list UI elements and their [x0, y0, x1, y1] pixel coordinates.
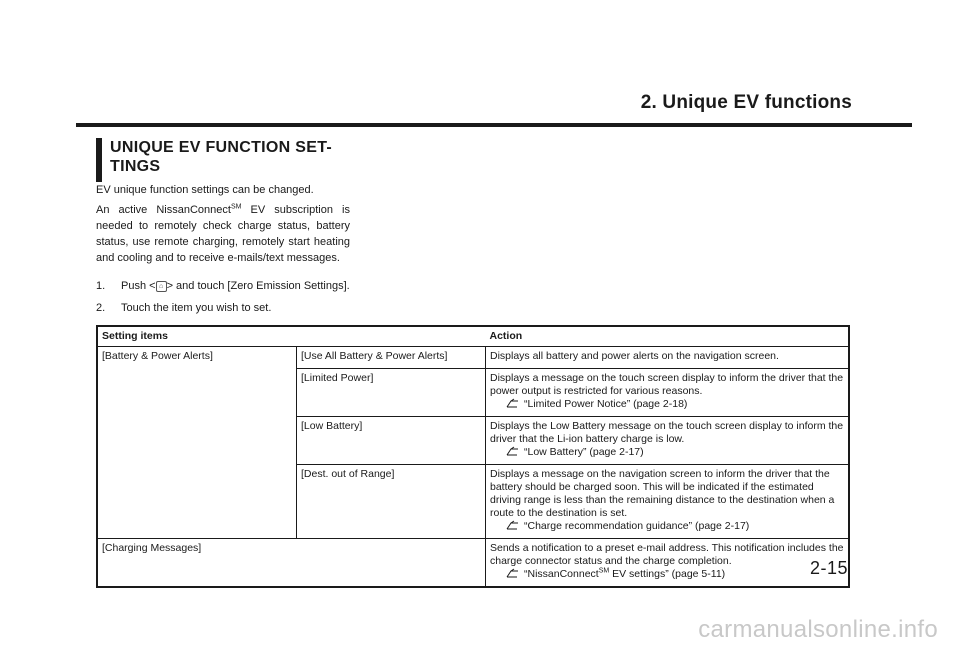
step-2	[96, 300, 350, 316]
reference-text: “Limited Power Notice” (page 2-18)	[524, 398, 688, 410]
chapter-title: 2. Unique EV functions	[640, 92, 852, 113]
table-row	[97, 347, 849, 369]
step-number: 2.	[96, 302, 106, 314]
action-cell	[486, 369, 850, 417]
category-cell: [Battery & Power Alerts]	[97, 347, 297, 539]
step-text: Touch the item you wish to set.	[121, 302, 272, 314]
table-row	[97, 539, 849, 588]
sub-text-a: An active NissanConnect	[96, 204, 231, 216]
reference-text-a: “NissanConnect	[524, 568, 599, 580]
reference-text: “Charge recommendation guidance” (page 2-17)	[524, 520, 750, 532]
action-text: Sends a notification to a preset e-mail address. This notification includes the charge connector status and the charge completion.	[490, 542, 844, 567]
action-cell	[486, 417, 850, 465]
reference	[490, 398, 844, 411]
reference	[490, 568, 844, 581]
reference	[490, 446, 844, 459]
item-cell: [Limited Power]	[297, 369, 486, 417]
heading-line-2: TINGS	[110, 158, 161, 175]
subscription-paragraph	[96, 202, 350, 266]
reference-icon	[506, 568, 520, 578]
heading-line-1: UNIQUE EV FUNCTION SET-	[110, 139, 333, 156]
table-header-row	[97, 326, 849, 347]
section-heading	[110, 138, 350, 176]
reference-icon	[506, 446, 520, 456]
action-text: Displays a message on the touch screen display to inform the driver that the power output is restricted for various reasons.	[490, 372, 844, 397]
home-button-icon: ⌂	[156, 281, 167, 292]
header-action: Action	[486, 326, 850, 347]
sm-superscript: SM	[230, 203, 242, 211]
action-text: Displays a message on the navigation screen to inform the driver that the battery should be charged soon. This will be indicated if the estimated driving range is less than the remaining distance to the destination when a route to the destination is set.	[490, 468, 835, 519]
reference-text: “Low Battery” (page 2-17)	[524, 446, 644, 458]
top-rule	[76, 123, 912, 127]
reference-icon	[506, 520, 520, 530]
step-1-text-b: > and touch [Zero Emission Settings].	[166, 280, 350, 292]
step-1	[96, 278, 350, 294]
step-text	[121, 278, 350, 294]
reference-icon	[506, 398, 520, 408]
item-cell: [Dest. out of Range]	[297, 465, 486, 539]
sm-superscript: SM	[598, 567, 610, 575]
action-cell	[486, 465, 850, 539]
action-cell: Displays all battery and power alerts on the navigation screen.	[486, 347, 850, 369]
settings-table	[96, 325, 850, 588]
action-text: Displays the Low Battery message on the touch screen display to inform the driver that the Li-ion battery charge is low.	[490, 420, 844, 445]
action-cell	[486, 539, 850, 588]
page-number: 2-15	[809, 558, 848, 578]
item-cell: [Low Battery]	[297, 417, 486, 465]
steps-list	[96, 278, 350, 322]
category-cell: [Charging Messages]	[97, 539, 486, 588]
intro-paragraph: EV unique function settings can be changed.	[96, 184, 314, 196]
item-cell: [Use All Battery & Power Alerts]	[297, 347, 486, 369]
sub-text-b: EV subscription is needed to remotely check charge status, battery status, use remote charging, remotely start heating and cooling and to receive e-mails/text messages.	[96, 204, 351, 264]
watermark: carmanualsonline.info	[698, 616, 938, 643]
reference	[490, 520, 844, 533]
step-number: 1.	[96, 280, 106, 292]
header-setting-items: Setting items	[97, 326, 486, 347]
reference-text-b: EV settings” (page 5-11)	[609, 568, 726, 580]
section-bar	[96, 138, 102, 182]
step-1-text-a: Push <	[121, 280, 156, 292]
